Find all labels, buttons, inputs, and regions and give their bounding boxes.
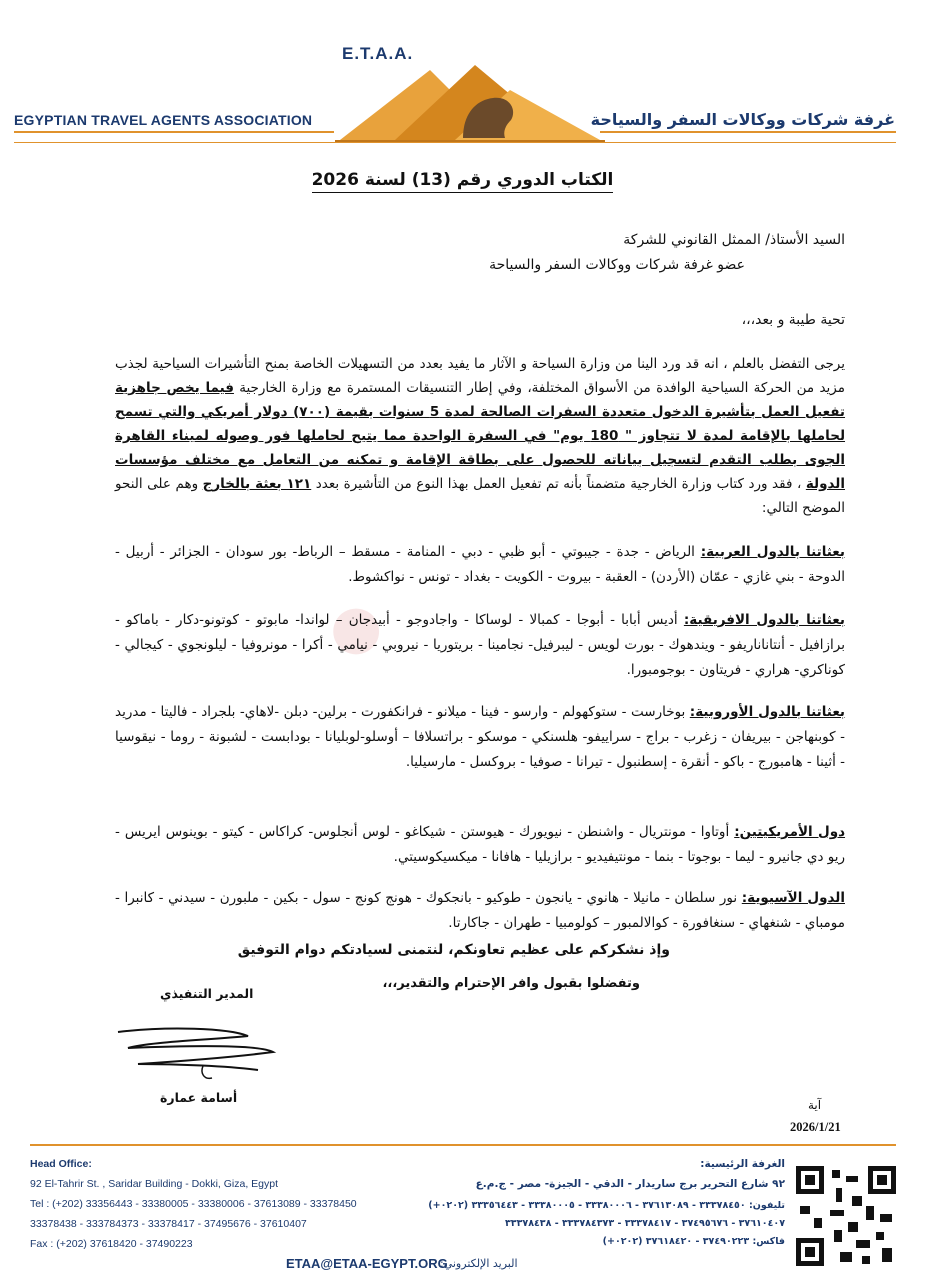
closing-line-2: وتفضلوا بقبول وافر الإحترام والتقدير،،، [382, 976, 640, 991]
pyramids-logo [335, 60, 605, 145]
handwritten-signature [108, 1018, 278, 1088]
body-paragraph [115, 352, 845, 520]
closing-line-1: وإذ نشكركم على عظيم تعاونكم، لنتمنى لسيادتكم دوام التوفيق [237, 942, 670, 958]
section-heading: دول الأمريكيتين: [734, 824, 846, 840]
letter-date: 2026/1/21 [790, 1120, 841, 1134]
office-label-ar: الغرفة الرئيسية: [700, 1158, 785, 1170]
footer-rule [30, 1144, 896, 1146]
phones-en-2: 33378438 - 333784373 - 33378417 - 37495676 - 37610407 [30, 1218, 307, 1230]
signature-title: المدير التنفيذي [160, 986, 254, 1001]
section-arab [115, 540, 845, 590]
head-office-label: Head Office: [30, 1158, 92, 1170]
email-label-ar: البريد الإلكتروني: [440, 1257, 518, 1270]
header-rule-bottom [14, 142, 896, 143]
fax-ar: فاكس: ٣٧٤٩٠٢٢٣ - ٣٧٦١٨٤٢٠ (٠٢٠٢+) [602, 1236, 785, 1247]
association-name-ar: غرفة شركات ووكالات السفر والسياحة [590, 110, 895, 129]
logo-abbreviation: E.T.A.A. [342, 44, 414, 63]
section-asia [115, 886, 845, 936]
header-rule-right [600, 131, 896, 133]
section-africa [115, 608, 845, 683]
address-ar: ٩٢ شارع التحرير برج ساريدار - الدقي - الجيزة- مصر - ج.م.ع [475, 1178, 785, 1190]
header-rule-left [14, 131, 334, 133]
qr-code [796, 1166, 896, 1266]
greeting: تحية طيبة و بعد،،، [741, 312, 845, 328]
missions-count: ١٢١ بعثة بالخارج [202, 476, 312, 492]
section-text: نور سلطان - مانيلا - هانوي - يانجون - طوكيو - بانجكوك - هونج كونج - سول - بكين - ملبورن - سيدني - كانبرا - مومباي - شنغهاي - سنغافورة - كوالالمبور – كولومبيا - طهران - جاكارتا. [115, 890, 845, 931]
section-europe [115, 700, 845, 775]
watermark: ● [330, 592, 383, 662]
date-label: آية [808, 1098, 822, 1112]
circular-title: الكتاب الدوري رقم (13) لسنة 2026 [0, 170, 925, 190]
association-name-en: EGYPTIAN TRAVEL AGENTS ASSOCIATION [14, 112, 313, 128]
section-heading: بعثاتنا بالدول الأوروبية: [689, 704, 846, 720]
body-highlight: فيما يخص جاهزية تفعيل العمل بتأشيرة الدخول متعددة السفرات الصالحة لمدة 5 سنوات بقيمة (٧٠٠) دولار أمريكي والتي تسمح لحاملها بالإقامة لمدة لا تتجاوز " 180 يوم" في السفرة الواحدة مما يتيح لحاملها فور وصوله لميناء القاهرة الجوى بطلب التقدم لتسجيل بياناته للحصول على بطاقة الإقامة و تمكنه من التعامل مع مختلف مؤسسات الدولة [115, 380, 846, 492]
section-heading: بعثاتنا بالدول العربية: [700, 544, 845, 560]
section-americas [115, 820, 845, 870]
addressee-line-1: السيد الأستاذ/ الممثل القانوني للشركة [623, 232, 845, 248]
section-text: أديس أبابا - أبوجا - كمبالا - لوساكا - واجادوجو - أبيدجان – لواندا- مابوتو - كوتونو-دكار - باماكو - برازافيل - أنتاناناريفو - ويندهوك - بورت لويس - ليبرفيل- نجامينا - بريتوريا - نيروبي - نيامي - أكرا - مونروفيا - ليلونجوي - كيجالي - كوناكري- هراري - فريتاون - بوجومبورا. [115, 612, 845, 678]
phones-ar-2: ٣٧٦١٠٤٠٧ - ٣٧٤٩٥٦٧٦ - ٣٣٣٧٨٤١٧ - ٣٣٣٧٨٤٣٧٣ - ٣٣٣٧٨٤٣٨ [505, 1218, 785, 1229]
section-heading: بعثاتنا بالدول الافريقية: [683, 612, 845, 628]
fax-en: Fax : (+202) 37618420 - 37490223 [30, 1238, 193, 1250]
address-en: 92 El-Tahrir St. , Saridar Building - Dokki, Giza, Egypt [30, 1178, 279, 1190]
email-link[interactable]: ETAA@ETAA-EGYPT.ORG [286, 1256, 448, 1271]
body-intro: يرجى التفضل بالعلم ، انه قد ورد الينا من وزارة السياحة و الآثار ما يفيد بعدد من التسهيلات الخاصة بمنح التأشيرات السياحية لجذب مزيد من الحركة السياحية الوافدة من الأسواق المختلفة، وفي إطار التنسيقات المستمرة مع وزارة الخارجية [115, 356, 845, 396]
body-continuation: ، فقد ورد كتاب وزارة الخارجية متضمناً بأنه تم تفعيل العمل بهذا النوع من التأشيرة بعدد [315, 476, 802, 492]
section-text: أوتاوا - مونتريال - واشنطن - نيويورك - هيوستن - شيكاغو - لوس أنجلوس- كراكاس - كيتو - بوينوس ايريس - ريو دي جانيرو - ليما - بوجوتا - بنما - مونتيفيديو - برازيليا - هافانا - ميكسيكوسيتي. [115, 824, 845, 865]
body-ending: وهم على النحو الموضح التالي: [115, 476, 845, 516]
phones-ar-1: تليفون: ٣٣٣٧٨٤٥٠ - ٣٧٦١٣٠٨٩ - ٣٣٣٨٠٠٠٦ - ٣٣٣٨٠٠٠٥ - ٣٣٣٥٦٤٤٣ (٠٢٠٢+) [428, 1200, 785, 1211]
section-text: الرياض - جدة - جيبوتي - أبو ظبي - دبي - المنامة - مسقط – الرباط- بور سودان - الجزائر - أربيل - الدوحة - بني غازي - عمّان (الأردن) - العقبة - بيروت - الكويت - بغداد - تونس - نواكشوط. [115, 544, 845, 585]
phones-en-1: Tel : (+202) 33356443 - 33380005 - 33380006 - 37613089 - 33378450 [30, 1198, 357, 1210]
section-text: بوخارست - ستوكهولم - وارسو - فينا - ميلانو - فرانكفورت - برلين- دبلن -لاهاي- بلجراد - فاليتا - مدريد - كوبنهاجن - بيريفان - زغرب - براج - سراييفو- هلسنكي - موسكو - براتسلافا – أوسلو-لوبليانا - بودابست - لشبونة - روما - نيقوسيا - أثينا - هامبورج - باكو - أنقرة - إسطنبول - تيرانا - صوفيا - بروكسل - مارسيليا. [115, 704, 845, 770]
section-heading: الدول الآسيوية: [741, 890, 845, 906]
signature-name: أسامة عمارة [160, 1090, 238, 1105]
addressee-line-2: عضو غرفة شركات ووكالات السفر والسياحة [489, 257, 745, 273]
